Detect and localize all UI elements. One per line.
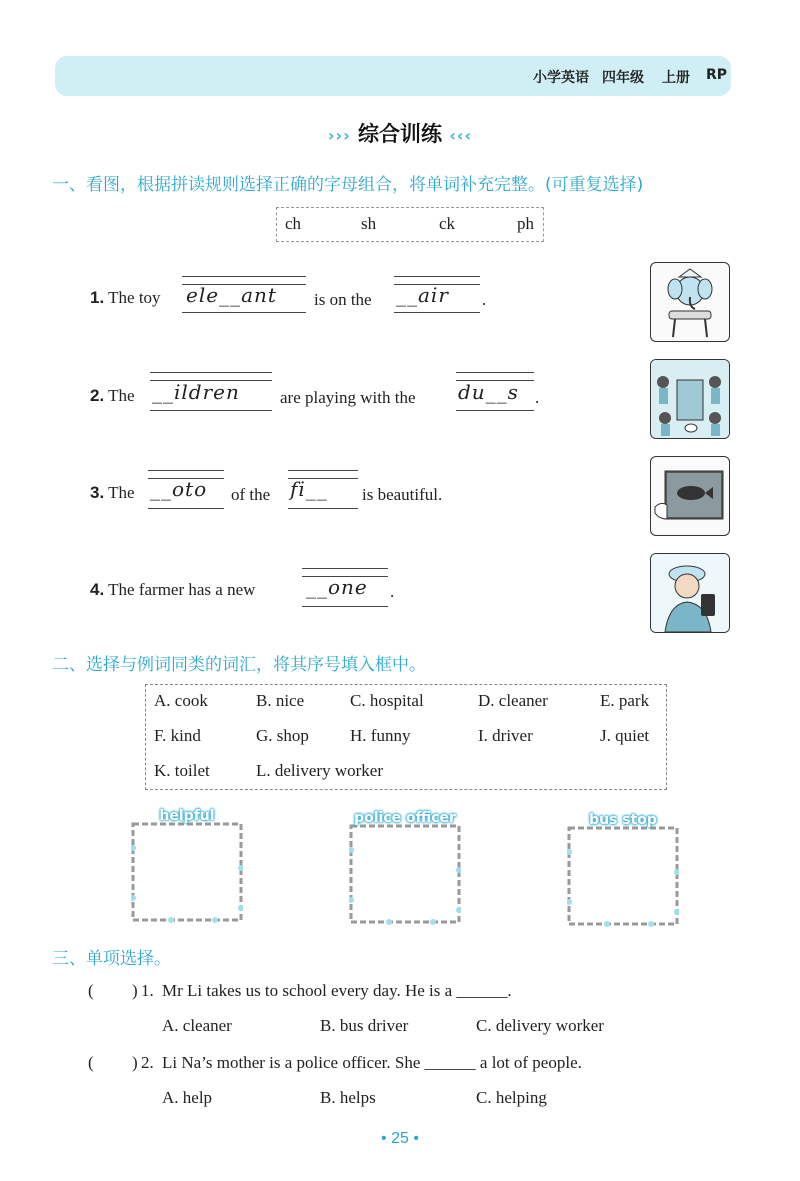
category-box-bus-stop[interactable] bbox=[567, 812, 679, 927]
item-2-mid: are playing with the bbox=[280, 388, 416, 407]
blank-chair[interactable]: __air bbox=[396, 283, 449, 307]
item-1-mid: is on the bbox=[314, 290, 372, 309]
elephant-toy-picture bbox=[650, 262, 730, 342]
choice: ch bbox=[285, 214, 302, 233]
choice: ph bbox=[517, 214, 534, 233]
item-4: 4. The farmer has a new bbox=[90, 580, 256, 599]
section1-heading: 一、看图，根据拼读规则选择正确的字母组合，将单词补充完整。(可重复选择) bbox=[52, 175, 644, 195]
question-1-paren-close: ) bbox=[132, 981, 138, 1000]
option-item: I. driver bbox=[478, 726, 533, 745]
header-volume: 上册 bbox=[662, 70, 690, 86]
option-item: H. funny bbox=[350, 726, 411, 745]
page-title bbox=[0, 118, 800, 148]
blank-phone[interactable]: __one bbox=[306, 575, 368, 599]
section3-heading: 三、单项选择。 bbox=[52, 949, 171, 969]
option-item: E. park bbox=[600, 691, 650, 710]
header-edition: RP bbox=[706, 67, 728, 83]
item-1: 1. The toy bbox=[90, 288, 161, 307]
header-grade: 四年级 bbox=[602, 70, 644, 86]
blank-ducks[interactable]: du__s bbox=[458, 380, 519, 404]
header-band bbox=[55, 56, 731, 96]
category-box-helpful[interactable] bbox=[131, 808, 243, 923]
option-item: K. toilet bbox=[154, 761, 210, 780]
question-2-option[interactable]: A. help bbox=[162, 1088, 213, 1107]
question-1-number: 1. bbox=[141, 981, 154, 1000]
letter-choices-box bbox=[276, 207, 544, 242]
option-item: A. cook bbox=[154, 691, 208, 710]
blank-photo[interactable]: __oto bbox=[150, 477, 208, 501]
blank-fish[interactable]: fi__ bbox=[290, 477, 328, 501]
blank-children[interactable]: __ildren bbox=[152, 380, 240, 404]
item-2: 2. The bbox=[90, 386, 135, 405]
title-text: 综合训练 bbox=[358, 122, 442, 146]
farmer-phone-picture bbox=[650, 553, 730, 633]
option-item: L. delivery worker bbox=[256, 761, 383, 780]
option-item: B. nice bbox=[256, 691, 305, 710]
category-label: bus stop bbox=[589, 812, 657, 828]
choice: sh bbox=[361, 214, 377, 233]
question-1-option[interactable]: A. cleaner bbox=[162, 1016, 232, 1035]
section2-heading: 二、选择与例词同类的词汇，将其序号填入框中。 bbox=[52, 655, 426, 675]
category-box-police-officer[interactable] bbox=[349, 810, 461, 925]
category-label: police officer bbox=[354, 810, 456, 826]
option-item: J. quiet bbox=[600, 726, 650, 745]
question-2-option[interactable]: C. helping bbox=[476, 1088, 547, 1107]
question-2-text: Li Na’s mother is a police officer. She ______ a lot of people. bbox=[162, 1053, 582, 1072]
word-options-box bbox=[145, 684, 667, 790]
blank-elephant[interactable]: ele__ant bbox=[186, 283, 277, 307]
question-1-option[interactable]: C. delivery worker bbox=[476, 1016, 604, 1035]
item-3: 3. The bbox=[90, 483, 135, 502]
fish-photo-picture bbox=[650, 456, 730, 536]
choice: ck bbox=[439, 214, 456, 233]
option-item: G. shop bbox=[256, 726, 309, 745]
children-ducks-picture bbox=[650, 359, 730, 439]
question-1-paren-open[interactable]: ( bbox=[88, 981, 94, 1000]
option-item: D. cleaner bbox=[478, 691, 548, 710]
option-item: C. hospital bbox=[350, 691, 424, 710]
option-item: F. kind bbox=[154, 726, 201, 745]
question-2-paren-open[interactable]: ( bbox=[88, 1053, 94, 1072]
title-arrows-right: ‹‹‹ bbox=[449, 126, 473, 145]
question-2-number: 2. bbox=[141, 1053, 154, 1072]
title-arrows-left: ››› bbox=[327, 126, 351, 145]
question-1-option[interactable]: B. bus driver bbox=[320, 1016, 409, 1035]
item-3-mid: of the bbox=[231, 485, 271, 504]
page-number: • 25 • bbox=[381, 1130, 419, 1147]
question-2-option[interactable]: B. helps bbox=[320, 1088, 376, 1107]
question-2-paren-close: ) bbox=[132, 1053, 138, 1072]
question-1-text: Mr Li takes us to school every day. He is a ______. bbox=[162, 981, 512, 1000]
header-subject: 小学英语 bbox=[533, 70, 589, 86]
category-label: helpful bbox=[159, 808, 215, 824]
